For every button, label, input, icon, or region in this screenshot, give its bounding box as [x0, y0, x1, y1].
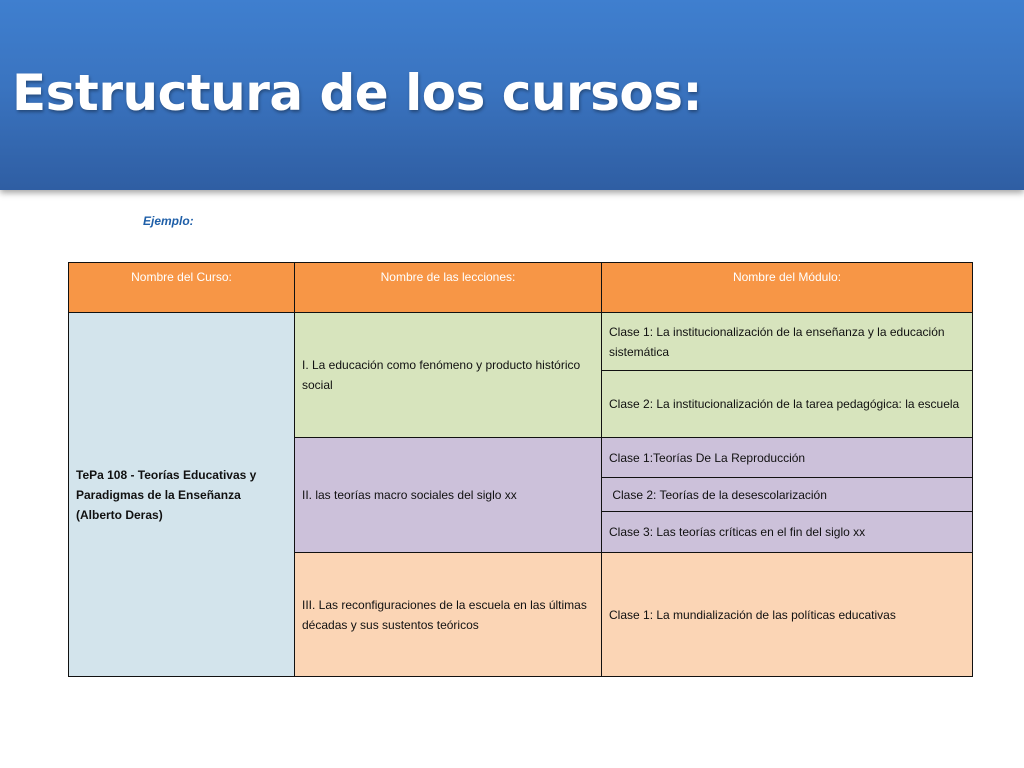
- header-course-name: Nombre del Curso:: [69, 263, 295, 313]
- lesson-3-cell: III. Las reconfiguraciones de la escuela en las últimas décadas y sus sustentos teóricos: [295, 553, 602, 677]
- header-lesson-name: Nombre de las lecciones:: [295, 263, 602, 313]
- example-label: Ejemplo:: [143, 214, 194, 228]
- module-cell: Clase 2: Teorías de la desescolarización: [602, 478, 973, 512]
- lesson-1-cell: I. La educación como fenómeno y producto histórico social: [295, 313, 602, 438]
- module-cell: Clase 3: Las teorías críticas en el fin del siglo xx: [602, 512, 973, 553]
- course-name-cell: TePa 108 - Teorías Educativas y Paradigmas de la Enseñanza (Alberto Deras): [69, 313, 295, 677]
- slide-title: Estructura de los cursos:: [12, 64, 703, 122]
- course-structure-table: [68, 262, 973, 677]
- module-cell: Clase 2: La institucionalización de la tarea pedagógica: la escuela: [602, 371, 973, 438]
- module-cell: Clase 1: La institucionalización de la enseñanza y la educación sistemática: [602, 313, 973, 371]
- lesson-2-cell: II. las teorías macro sociales del siglo xx: [295, 438, 602, 553]
- module-cell: Clase 1: La mundialización de las políticas educativas: [602, 553, 973, 677]
- header-module-name: Nombre del Módulo:: [602, 263, 973, 313]
- title-bar: [0, 0, 1024, 190]
- table-row: [69, 313, 973, 371]
- module-cell: Clase 1:Teorías De La Reproducción: [602, 438, 973, 478]
- table-header-row: [69, 263, 973, 313]
